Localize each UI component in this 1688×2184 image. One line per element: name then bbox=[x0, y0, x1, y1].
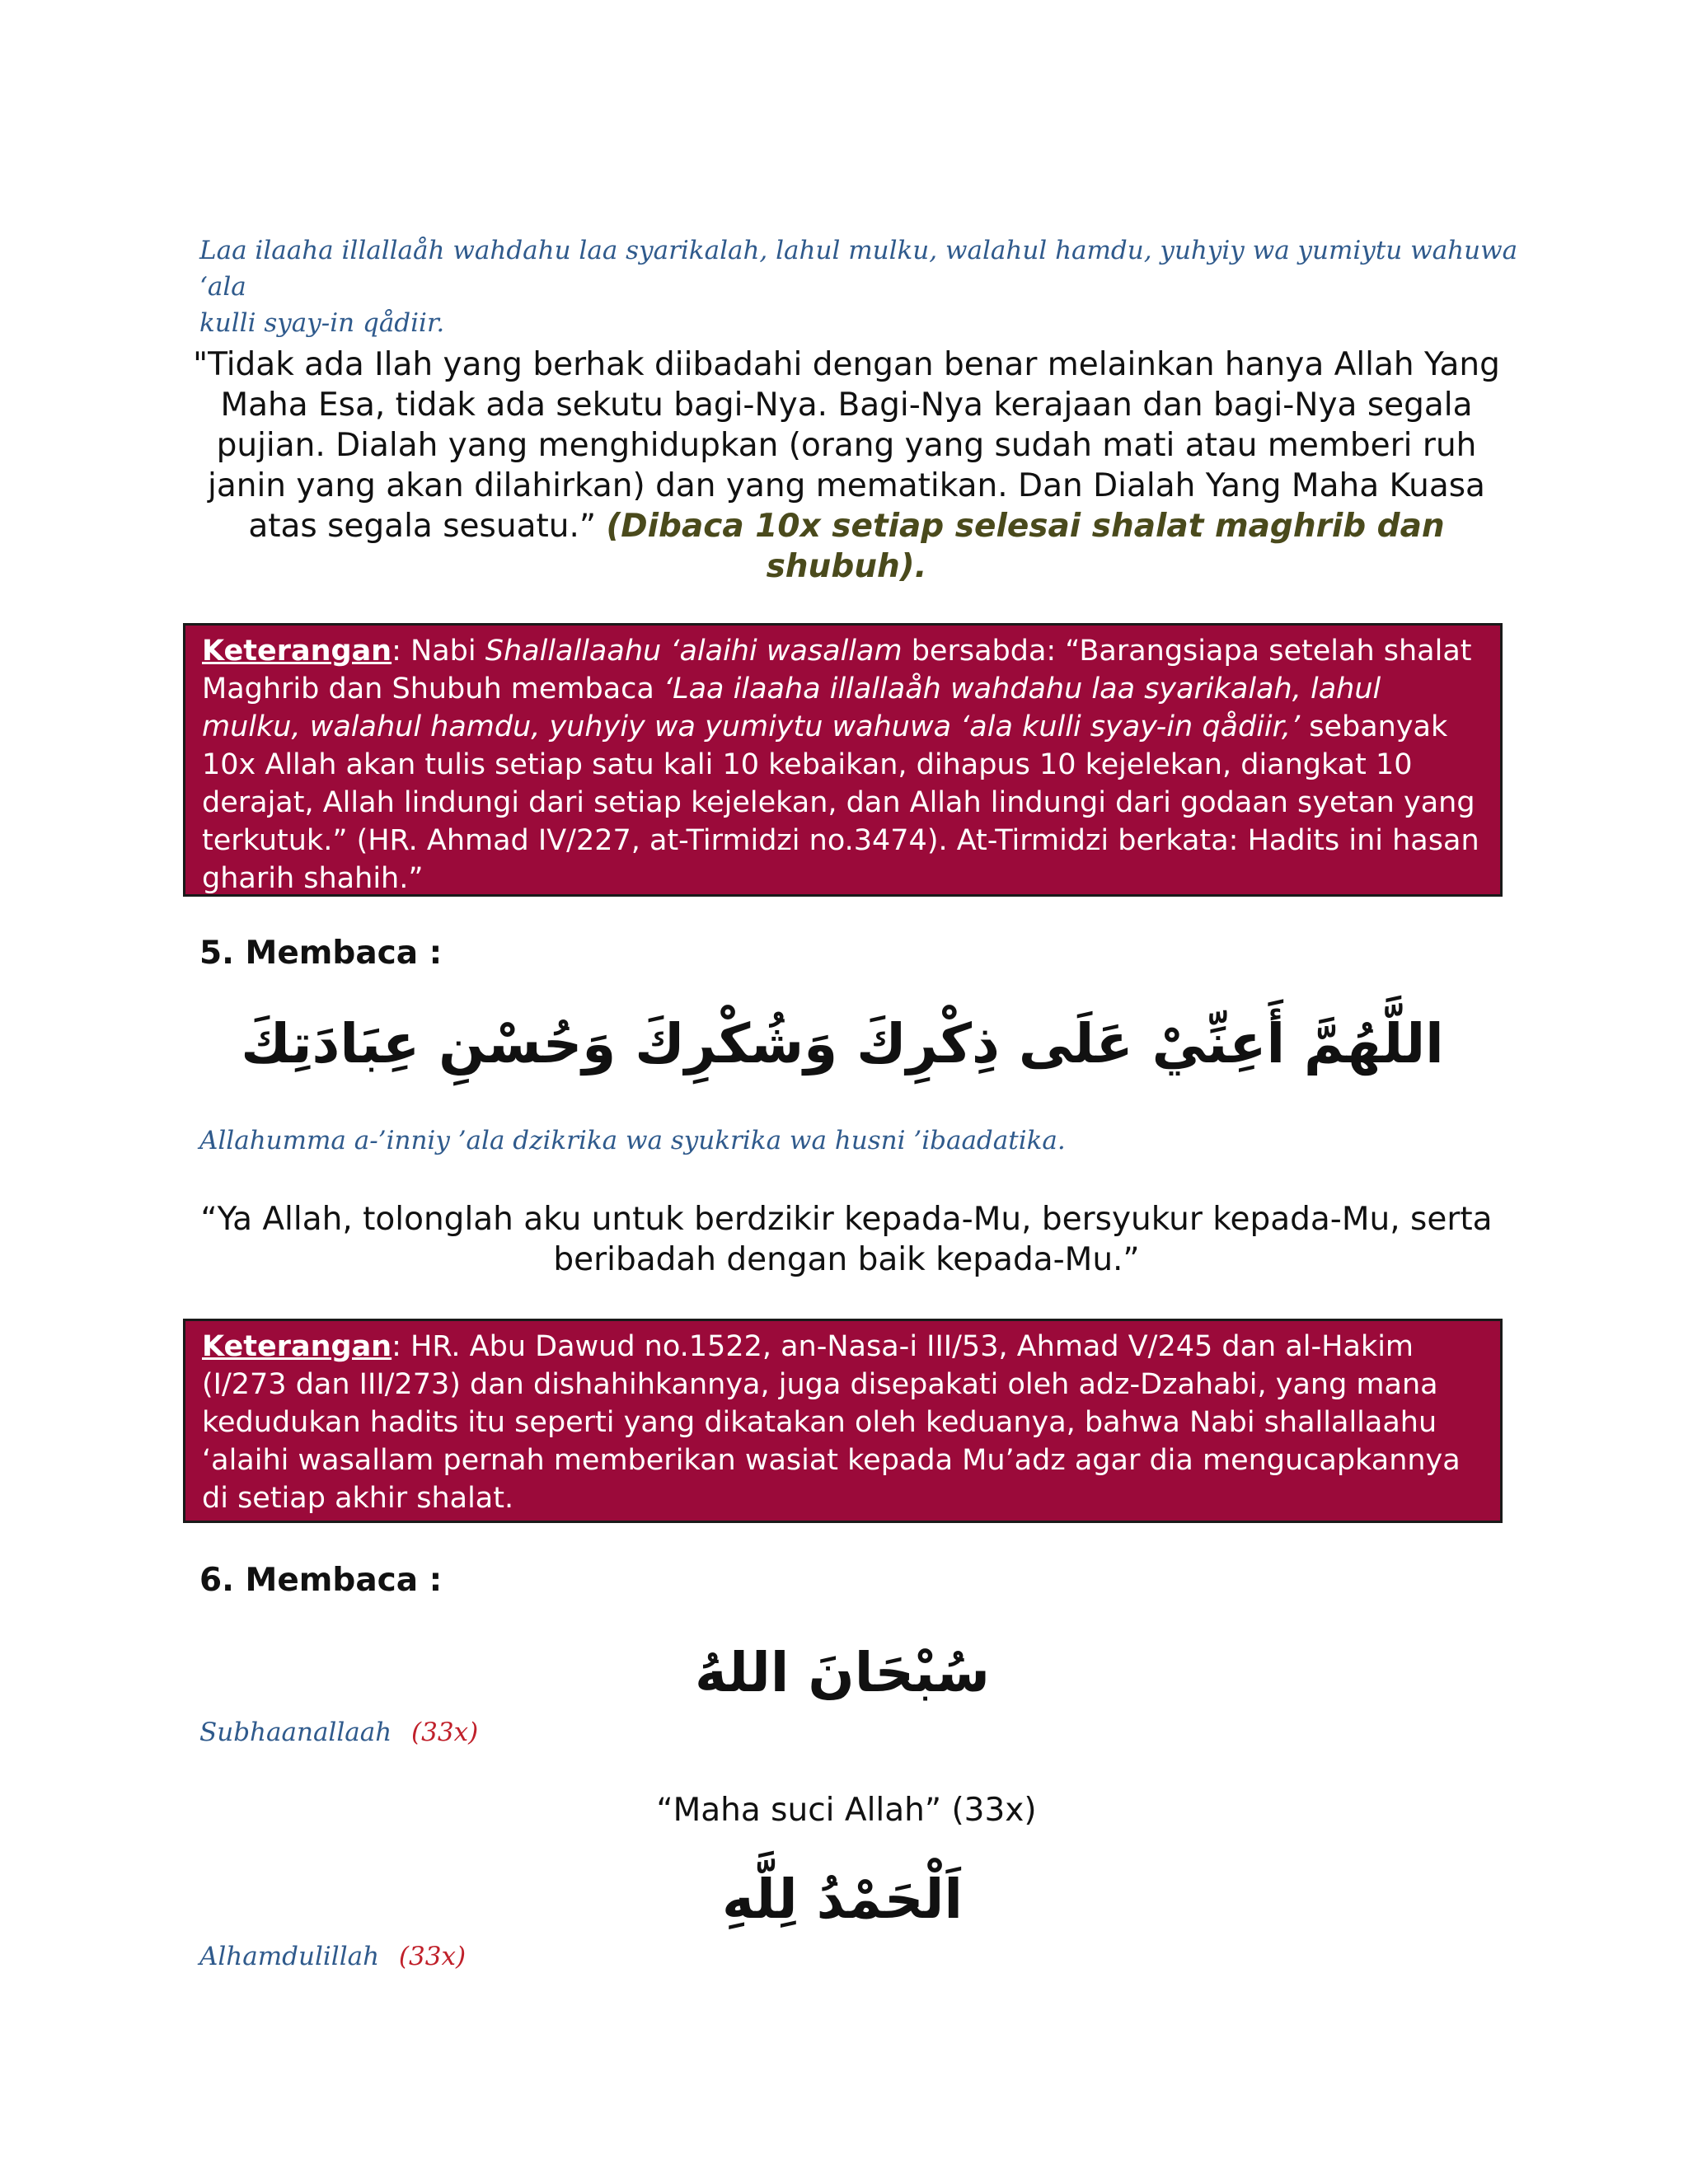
count-alhamdulillah: (33x) bbox=[398, 1942, 467, 1971]
translit-alhamdulillah bbox=[199, 1938, 859, 1975]
section-6-heading: 6. Membaca : bbox=[199, 1562, 443, 1599]
box1-text-2: Shallallaahu ‘alaihi wasallam bbox=[485, 635, 903, 668]
translit-line-1: Laa ilaaha illallaåh wahdahu laa syarikalah, lahul mulku, walahul hamdu, yuhyiy wa yumiytu wahuwa ‘ala bbox=[199, 236, 1518, 302]
box2-text: : HR. Abu Dawud no.1522, an-Nasa-i III/53, Ahmad V/245 dan al-Hakim (I/273 dan III/273) dan dishahihkannya, juga disepakati oleh adz-Dzahabi, yang mana kedudukan hadits itu seperti yang dikatakan oleh keduanya, bahwa Nabi shallallaahu ‘alaihi wasallam pernah memberikan wasiat kepada Mu’adz agar dia mengucapkannya di setiap akhir shalat. bbox=[202, 1330, 1461, 1515]
translation-tahlil bbox=[191, 344, 1502, 587]
box1-text-3: bersabda: “Barangsiapa setelah shalat Maghrib dan Shubuh membaca bbox=[202, 635, 1472, 705]
translation-text: "Tidak ada Ilah yang berhak diibadahi dengan benar melainkan hanya Allah Yang Maha Esa, tidak ada sekutu bagi-Nya. Bagi-Nya kerajaan dan bagi-Nya segala pujian. Dialah yang menghidupkan (orang yang sudah mati atau memberi ruh janin yang akan dilahirkan) dan yang mematikan. Dan Dialah Yang Maha Kuasa atas segala sesuatu.” bbox=[193, 346, 1500, 545]
explanation-box-2 bbox=[183, 1319, 1503, 1523]
box1-text-5: sebanyak 10x Allah akan tulis setiap satu kali 10 kebaikan, dihapus 10 kejelekan, diangkat 10 derajat, Allah lindungi dari setiap kejelekan, dan Allah lindungi dari godaan syetan yang terkutuk.” (HR. Ahmad IV/227, at-Tirmidzi no.3474). At-Tirmidzi berkata: Hadits ini hasan gharih shahih.” bbox=[202, 710, 1479, 895]
translit-subhanallah bbox=[199, 1714, 859, 1750]
count-subhanallah: (33x) bbox=[411, 1718, 479, 1747]
section-5-heading: 5. Membaca : bbox=[199, 935, 443, 972]
translit-tahlil bbox=[199, 232, 1518, 341]
reading-note: (Dibaca 10x setiap selesai shalat maghrib dan shubuh). bbox=[606, 508, 1445, 585]
translit-alhamdulillah-text: Alhamdulillah bbox=[199, 1942, 380, 1971]
translit-section-5: Allahumma a-’inniy ’ala dzikrika wa syukrika wa husni ’ibaadatika. bbox=[199, 1126, 1066, 1155]
translation-subhanallah: “Maha suci Allah” (33x) bbox=[656, 1792, 1037, 1829]
keterangan-label: Keterangan bbox=[202, 635, 392, 668]
arabic-subhanallah: سُبْحَانَ اللهُ bbox=[695, 1641, 990, 1704]
translation-section-5: “Ya Allah, tolonglah aku untuk berdzikir kepada-Mu, bersyukur kepada-Mu, serta beribadah dengan baik kepada-Mu.” bbox=[200, 1201, 1493, 1278]
translit-subhanallah-text: Subhaanallaah bbox=[199, 1718, 392, 1747]
keterangan-label-2: Keterangan bbox=[202, 1330, 392, 1363]
arabic-alhamdulillah: اَلْحَمْدُ لِلَّهِ bbox=[721, 1868, 964, 1931]
arabic-dua-section-5: اللَّهُمَّ أَعِنِّيْ عَلَى ذِكْرِكَ وَشُكْرِكَ وَحُسْنِ عِبَادَتِكَ bbox=[241, 1012, 1444, 1076]
explanation-box-1 bbox=[183, 623, 1503, 897]
translit-line-2: kulli syay-in qådiir. bbox=[199, 308, 445, 338]
box1-text-4: ‘Laa ilaaha illallaåh wahdahu laa syarikalah, lahul mulku, walahul hamdu, yuhyiy wa yumiytu wahuwa ‘ala kulli syay-in qådiir,’ bbox=[202, 673, 1381, 743]
box1-text-1: : Nabi bbox=[392, 635, 485, 668]
